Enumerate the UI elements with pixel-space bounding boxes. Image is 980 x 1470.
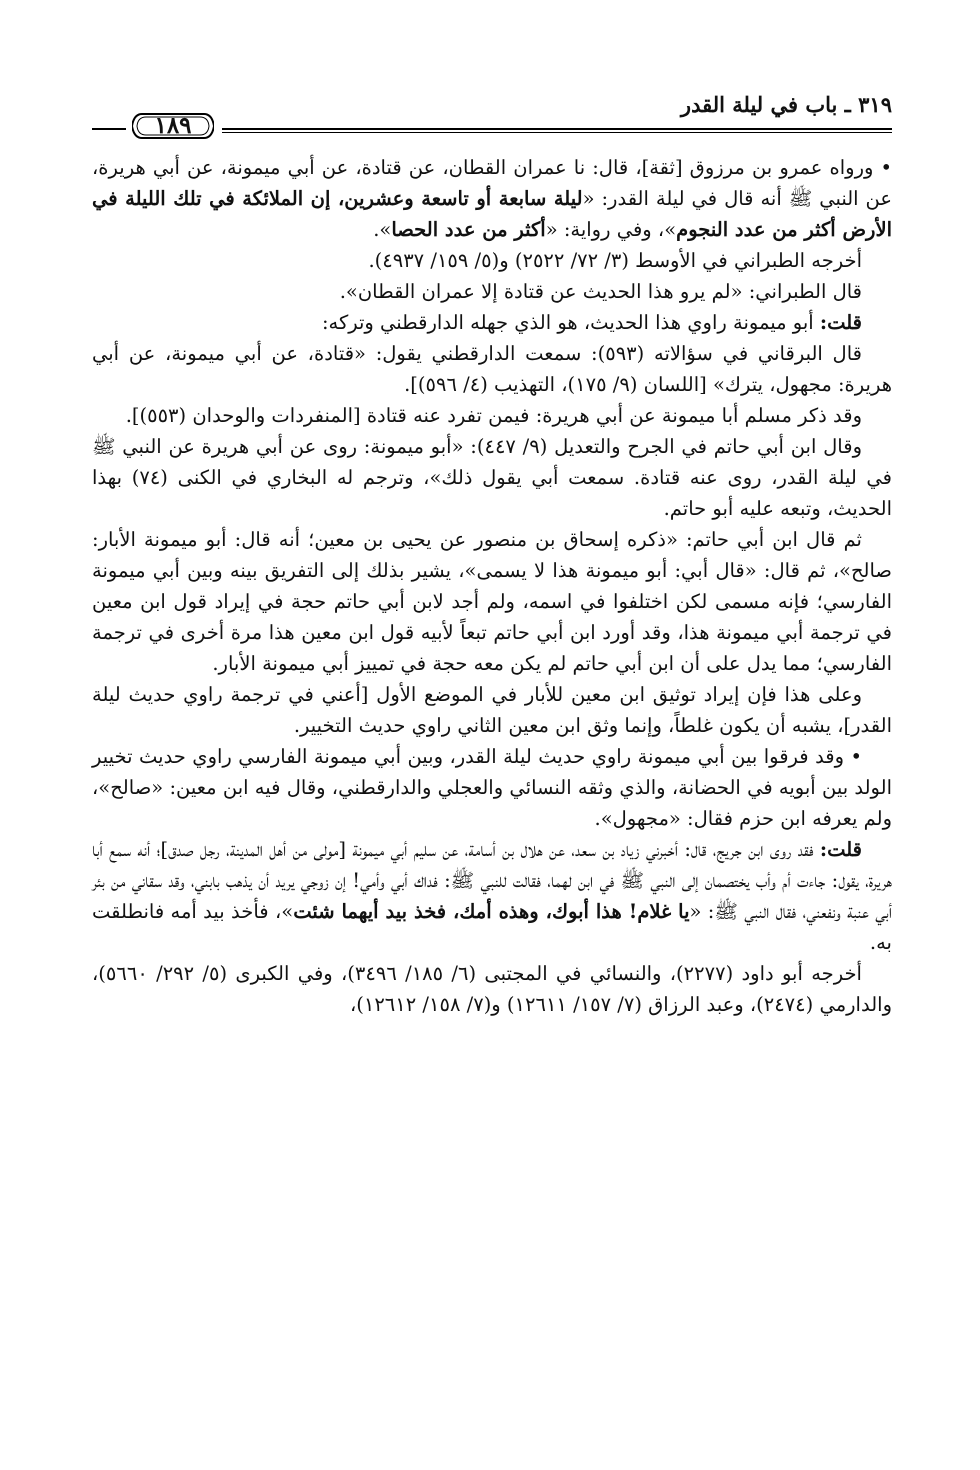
header-rule-long (222, 128, 892, 130)
p11-hadith-text: يا غلام! هذا أبوك، وهذه أمك، فخذ بيد أيهما شئت (293, 900, 690, 923)
header-rule-long-thin (222, 132, 892, 133)
running-title: ٣١٩ ـ باب في ليلة القدر (680, 92, 892, 117)
page-header (92, 84, 892, 146)
p11-text-d: »، فأخذ بيد أمه فانطلقت به. (92, 900, 892, 954)
p1-hadith-text: ليلة سابعة أو تاسعة وعشرين، إن الملائكة في تلك الليلة في الأرض أكثر من عدد النجوم (92, 187, 892, 241)
p1-text-a: • ورواه عمرو بن مرزوق [ثقة]، قال: نا عمران القطان، عن قتادة، عن أبي ميمونة، عن أبي هريرة، عن النبي ﷺ أنه قال في ليلة القدر: « (92, 156, 893, 210)
paragraph-2: أخرجه الطبراني في الأوسط (٣/ ٧٢/ ٢٥٢٢) و(٥/ ١٥٩/ ٤٩٣٧). (368, 249, 862, 272)
paragraph-5: قال البرقاني في سؤالاته (٥٩٣): سمعت الدارقطني يقول: «قتادة، عن أبي ميمونة، عن أبي هريرة: مجهول، يترك» [اللسان (٩/ ١٧٥)، التهذيب (٤/ ٥٩٦)]. (92, 342, 892, 396)
p1-text-c: »، وفي رواية: « (545, 218, 677, 241)
page-body (92, 152, 892, 1020)
p1-hadith-variant: أكثر من عدد الحصا (391, 218, 546, 241)
book-page (92, 84, 892, 1020)
paragraph-3: قال الطبراني: «لم يرو هذا الحديث عن قتادة إلا عمران القطان». (339, 280, 862, 303)
paragraph-11 (92, 834, 892, 958)
paragraph-9: وعلى هذا فإن إيراد توثيق ابن معين للأبار في الموضع الأول [أعني في ترجمة راوي حديث ليلة القدر]، يشبه أن يكون غلطاً، وإنما وثق ابن معين الثاني راوي حديث التخيير. (92, 683, 892, 737)
page-number: ١٨٩ (154, 112, 192, 139)
p1-text-e: ». (373, 218, 392, 241)
paragraph-10: • وقد فرقوا بين أبي ميمونة راوي حديث ليلة القدر، وبين أبي ميمونة الفارسي راوي حديث تخيير الولد بين أبويه في الحضانة، والذي وثقه النسائي والعجلي والدارقطني، وقال فيه ابن معين: «صالح»، ولم يعرفه ابن حزم فقال: «مجهول». (92, 745, 892, 830)
paragraph-6: وقد ذكر مسلم أبا ميمونة عن أبي هريرة: فيمن تفرد عنه قتادة [المنفردات والوحدان (٥٥٣)]. (125, 404, 862, 427)
page-number-badge (132, 110, 214, 142)
paragraph-12: أخرجه أبو داود (٢٢٧٧)، والنسائي في المجتبى (٦/ ١٨٥/ ٣٤٩٦)، وفي الكبرى (٥/ ٢٩٢/ ٥٦٦٠)، والدارمي (٢٤٧٤)، وعبد الرزاق (٧/ ١٥٧/ ١٢٦١١) و(٧/ ١٥٨/ ١٢٦١٢)، (92, 962, 892, 1016)
header-rule-short (92, 128, 126, 130)
paragraph-4 (92, 307, 892, 338)
p11-text-b: فقد روى ابن جريج، قال: أخبرني زياد بن سعد، عن هلال بن أسامة، عن سليم أبي ميمونة [مولى من أهل المدينة، رجل صدق]؛ أنه سمع أبا هريرة، يقول: جاءت أم وأب يختصمان إلى النبي ﷺ في ابن لهما، فقالت للنبي ﷺ: فداك أبي وأمي! إن زوجي يريد أن يذهب بابني، وقد سقاني من بئر أبي عنبة ونفعني، فقال النبي ﷺ: « (92, 838, 892, 923)
p4-lead: قلت: (819, 311, 862, 334)
p4-text: أبو ميمونة راوي هذا الحديث، هو الذي جهله الدارقطني وتركه: (321, 311, 820, 334)
p11-lead: قلت: (819, 838, 862, 861)
paragraph-8: ثم قال ابن أبي حاتم: «ذكره إسحاق بن منصور عن يحيى بن معين؛ أنه قال: أبو ميمونة الأبار: صالح»، ثم قال: «قال أبي: أبو ميمونة هذا لا يسمى»، يشير بذلك إلى التفريق بينه وبين أبي ميمونة الفارسي؛ فإنه مسمى لكن اختلفوا في اسمه، ولم أجد لابن أبي حاتم حجة في إيراد قول ابن معين في ترجمة أبي ميمونة هذا، وقد أورد ابن أبي حاتم تبعاً لأبيه قول ابن معين هذا مرة أخرى في ترجمة الفارسي؛ مما يدل على أن ابن أبي حاتم لم يكن معه حجة في تمييز أبي ميمونة الأبار. (92, 528, 892, 675)
paragraph-1 (92, 152, 892, 245)
paragraph-7: وقال ابن أبي حاتم في الجرح والتعديل (٩/ ٤٤٧): «أبو ميمونة: روى عن أبي هريرة عن النبي ﷺ في ليلة القدر، روى عنه قتادة. سمعت أبي يقول ذلك»، وترجم له البخاري في الكنى (٧٤) بهذا الحديث، وتبعه عليه أبو حاتم. (92, 435, 892, 520)
